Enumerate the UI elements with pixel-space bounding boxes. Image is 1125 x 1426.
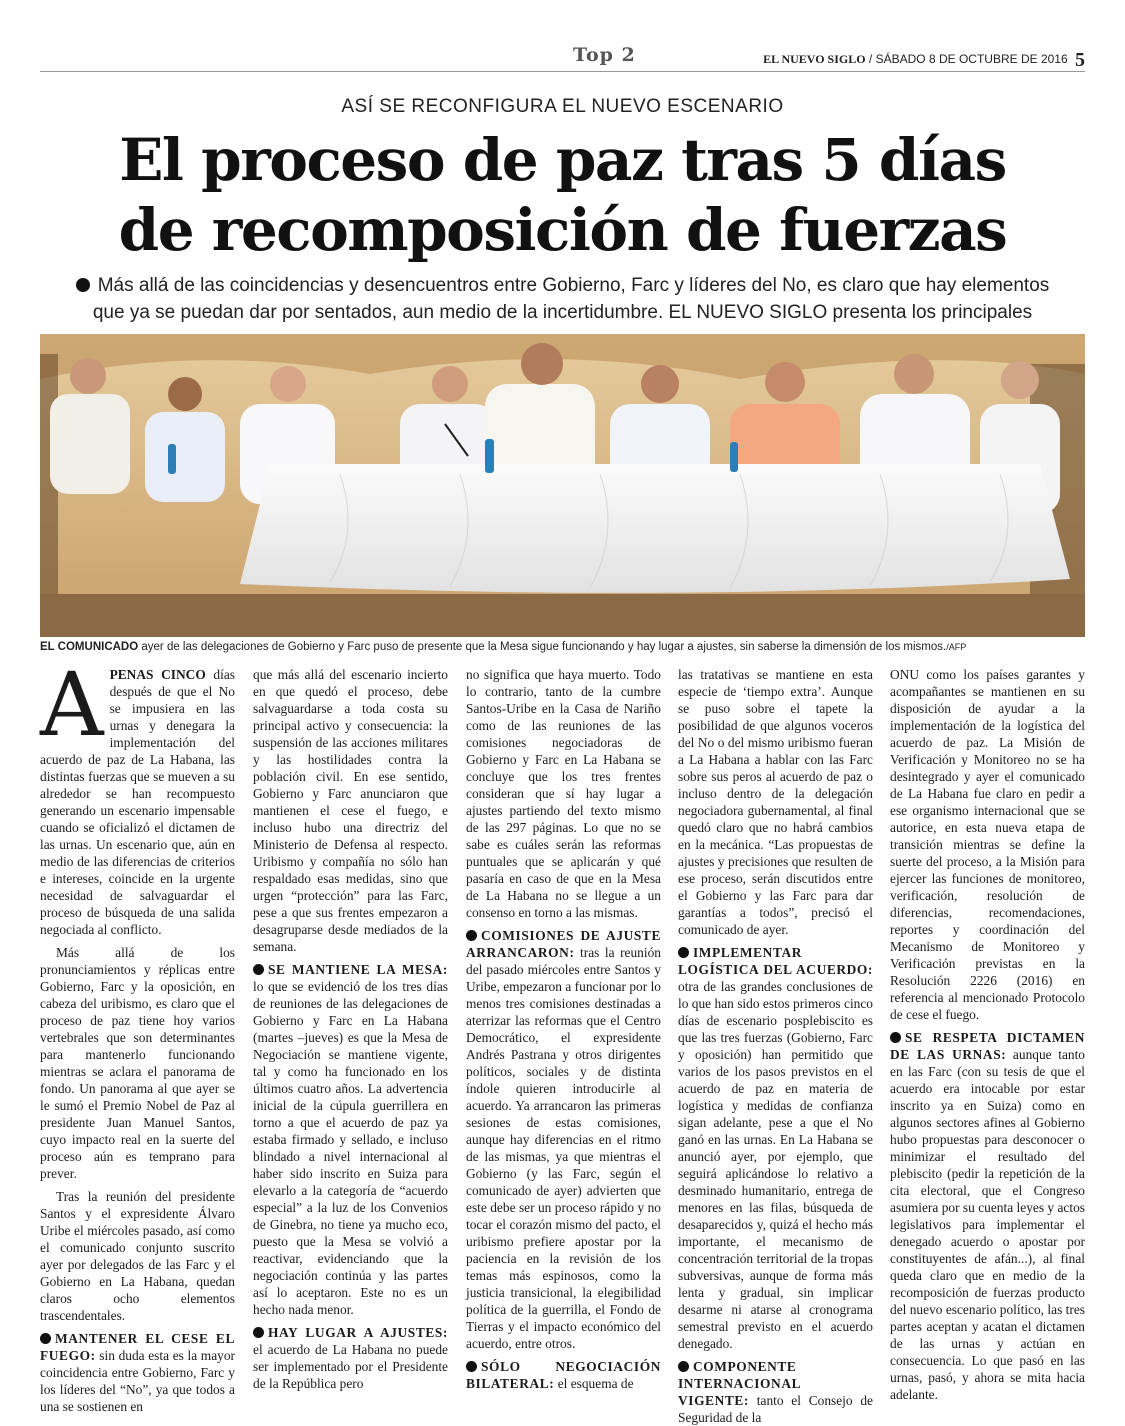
text-column-5 <box>890 666 1085 1406</box>
paragraph: Tras la reunión del presidente Santos y el expresidente Álvaro Uribe el miércoles pasado, así como el comunicado conjunto suscrito ayer por delegados de las Farc y el Gobierno en La Habana, quedan claros ocho elementos trascendentales. <box>40 1189 235 1323</box>
photo-caption <box>40 641 1085 653</box>
text-column-4 <box>678 666 873 1425</box>
issue-date: / SÁBADO 8 DE OCTUBRE DE 2016 <box>868 52 1068 66</box>
headline-line-2: de recomposición de fuerzas <box>118 196 1007 264</box>
bullet-icon <box>890 1032 901 1043</box>
subhead-paragraph: HAY LUGAR A AJUSTES: el acuerdo de La Habana no puede ser implementado por el Presidente de la República pero <box>253 1325 448 1391</box>
subhead: COMISIONES DE AJUSTE ARRANCARON: <box>466 928 661 960</box>
text-column-1 <box>40 653 235 1414</box>
subhead: IMPLEMENTAR LOGÍSTICA DEL ACUERDO: <box>678 945 873 977</box>
caption-text: ayer de las delegaciones de Gobierno y Farc puso de presente que la Mesa sigue funcionando y hay lugar a ajustes, sin saberse la dimensión de los mismos. <box>138 641 947 653</box>
kicker: ASÍ SE RECONFIGURA EL NUEVO ESCENARIO <box>341 96 784 117</box>
deck-line-2: que ya se puedan dar por sentados, aun medio de la incertidumbre. EL NUEVO SIGLO presenta los principales <box>92 302 1033 323</box>
bullet-icon <box>466 930 477 941</box>
deck <box>60 272 1065 326</box>
section-label: Top 2 <box>573 44 636 66</box>
subhead: MANTENER EL CESE EL FUEGO: <box>40 1331 235 1363</box>
paragraph: APENAS CINCO días después de que el No se impusiera en las urnas y denegara la implementación del acuerdo de paz de La Habana, las distintas fuerzas que se mueven a su alrededor se han recompuesto generando un escenario impensable cuando se oficializó el dictamen de las urnas. Un escenario que, aún en medio de las diferencias de criterios e intereses, coincide en la urgente necesidad de salvaguardar el proceso de búsqueda de una salida negociada al conflicto. <box>40 653 235 937</box>
table <box>240 464 1070 593</box>
subhead-paragraph: MANTENER EL CESE EL FUEGO: sin duda esta es la mayor coincidencia entre Gobierno, Farc y los líderes del “No”, ya que todos a una se sostienen en <box>40 1331 235 1414</box>
drop-cap: A <box>40 653 104 756</box>
subhead: SÓLO NEGOCIACIÓN BILATERAL: <box>466 1359 661 1391</box>
subhead-paragraph: COMPONENTE INTERNACIONAL VIGENTE: tanto el Consejo de Seguridad de la <box>678 1359 873 1425</box>
bullet-icon <box>253 964 264 975</box>
bullet-icon <box>678 947 689 958</box>
page-number: 5 <box>1075 49 1085 71</box>
dateline <box>763 49 1085 72</box>
subhead-paragraph: SÓLO NEGOCIACIÓN BILATERAL: el esquema de <box>466 1359 661 1391</box>
paragraph: no significa que haya muerto. Todo lo contrario, tanto de la cumbre Santos-Uribe en la Casa de Nariño como de las reuniones de las comisiones negociadoras de Gobierno y Farc en La Habana se concluye que los tres frentes consideran que sí hay lugar a ajustes partiendo del texto mismo de las 297 páginas. Lo que no se sabe es cuáles serán las reformas puntuales que se aplicarán y qué pasaría en caso de que en la Mesa de La Habana no se llegue a un consenso en torno a las mismas. <box>466 667 661 920</box>
paragraph: Más allá de los pronunciamientos y réplicas entre Gobierno, Farc y la oposición, en cabeza del uribismo, es claro que el proceso de paz tiene hoy varios vertebrales que son determinantes para mantenerlo funcionando mientras se aclara el panorama de fondo. Un panorama al que ayer se le sumó el Premio Nobel de Paz al presidente Juan Manuel Santos, cuyo impacto real en la suerte del proceso aún es temprano para prever. <box>40 945 235 1181</box>
subhead-paragraph: SE MANTIENE LA MESA: lo que se evidenció de los tres días de reuniones de las delegaciones de Gobierno y Farc en La Habana (martes –jueves) es que la Mesa de Negociación se mantiene vigente, tal y como ha funcionado en los últimos cuatro años. La advertencia inicial de la cúpula guerrillera en torno a que el acuerdo de paz ya estaba firmado y sellado, e incluso blindado a nivel internacional al haber sido inscrito en Suiza para elevarlo a la categoría de “acuerdo especial” a la luz de los Convenios de Ginebra, no tiene ya mucho eco, puesto que la Mesa se volvió a reactivar, evidenciando que la negociación continúa y las partes así lo aceptaron. Este no es un hecho nada menor. <box>253 962 448 1317</box>
press-photo <box>40 334 1085 637</box>
subhead-paragraph: IMPLEMENTAR LOGÍSTICA DEL ACUERDO: otra de las grandes conclusiones de lo que han sido estos primeros cinco días de escenario posplebiscito es que las tres fuerzas (Gobierno, Farc y oposición) han permitido que varios de los pasos previstos en el acuerdo de paz en materia de logística y medidas de confianza sigan adelante, pese a que el No ganó en las urnas. En La Habana se anunció ayer, por ejemplo, que seguirá aplicándose lo relativo a desminado humanitario, entrega de menores en las filas, búsqueda de desaparecidos y, quizá el hecho más importante, el mecanismo de concentración territorial de la tropas subversivas, aunque de forma más lenta y gradual, sin implicar desarme ni atarse al cronograma semestral previsto en el acuerdo denegado. <box>678 945 873 1351</box>
caption-lead: EL COMUNICADO <box>40 641 139 653</box>
subhead: HAY LUGAR A AJUSTES: <box>268 1325 448 1340</box>
page-header <box>40 44 1085 74</box>
bullet-icon <box>253 1327 264 1338</box>
bullet-icon <box>40 1333 51 1344</box>
subhead-paragraph: SE RESPETA DICTAMEN DE LAS URNAS: aunque tanto en las Farc (con su tesis de que el acuerdo era intocable por estar inscrito ya en Suiza) como en algunos sectores afines al Gobierno hubo propuestas para desconocer o minimizar el resultado del plebiscito (pedir la repetición de la cita electoral, que el Congreso asumiera por su cuenta leyes y actos legislativos para implementar el denegado acuerdo o apostar por constituyentes de afán...), al final queda claro que en medio de la recomposición de fuerzas producto del nuevo escenario político, las tres partes aceptan y acatan el dictamen de las urnas y actúan en consecuencia. Lo que pasó en las urnas, pasó, y ahora se mita hacia adelante. <box>890 1030 1085 1402</box>
photo-credit: /AFP <box>946 642 967 652</box>
deck-line-1: Más allá de las coincidencias y desencuentros entre Gobierno, Farc y líderes del No, es claro que hay elementos <box>97 275 1050 296</box>
text-column-3 <box>466 666 661 1406</box>
press-conference-photo <box>40 334 1085 637</box>
lead-in: PENAS CINCO <box>109 667 206 682</box>
headline-line-1: El proceso de paz tras 5 días <box>119 126 1006 194</box>
paragraph: ONU como los países garantes y acompañantes se mantienen en su disposición de ayudar a la implementación de la logística del acuerdo de paz. La Misión de Verificación y Monitoreo no se ha desintegrado y ayer el comunicado de La Habana fue claro en pedir a ese organismo internacional que se autorice, en esta nueva etapa de transición mientras se define la suerte del proceso, a la Misión para ejercer las funciones de monitoreo, verificación, resolución de diferencias, recomendaciones, reportes y coordinación del Mecanismo de Monitoreo y Verificación previstas en la Resolución 2226 (2016) en referencia al mencionado Protocolo de cese el fuego. <box>890 667 1085 1022</box>
subhead: SE MANTIENE LA MESA: <box>268 962 448 977</box>
subhead-paragraph: COMISIONES DE AJUSTE ARRANCARON: tras la reunión del pasado miércoles entre Santos y Uribe, empezaron a funcionar por lo menos tres comisiones destinadas a aterrizar las reformas que el Centro Democrático, el expresidente Andrés Pastrana y otros dirigentes políticos, sociales y de distinta índole quieren introducirle al acuerdo. Ya arrancaron las primeras sesiones de estas comisiones, aunque hay diferencias en el ritmo de las mismas, ya que mientras el Gobierno (y las Farc, según el comunicado de ayer) advierten que este debe ser un proceso rápido y no tocar el corazón mismo del pacto, el uribismo prefiere apostar por la paciencia en la revisión de los temas más espinosos, como la justicia transicional, la elegibilidad política de la guerrilla, el Fondo de Tierras y el impacto económico del acuerdo, entre otros. <box>466 928 661 1351</box>
bullet-icon <box>678 1361 689 1372</box>
headline <box>0 125 1125 265</box>
subhead: COMPONENTE INTERNACIONAL VIGENTE: <box>678 1359 802 1408</box>
paragraph: que más allá del escenario incierto en que quedó el proceso, debe salvaguardarse a toda costa su principal activo y consecuencia: la suspensión de las acciones militares y las hostilidades contra la población civil. En ese sentido, Gobierno y Farc anunciaron que mantienen el cese el fuego, e incluso hubo una directriz del Ministerio de Defensa al respecto. Uribismo y compañía no sólo han respaldado esas medidas, sino que urgen “protección” para las Farc, pese a que sus frentes empezaron a desagruparse desde mediados de la semana. <box>253 667 448 954</box>
bullet-icon <box>466 1361 477 1372</box>
text-column-2 <box>253 666 448 1406</box>
paragraph: las tratativas se mantiene en esta especie de ‘tiempo extra’. Aunque se puso sobre el tapete la posibilidad de que algunos voceros del No o del mismo uribismo fueran a La Habana a hablar con las Farc sobre sus peros al acuerdo de paz o incluso dentro de la delegación negociadora gubernamental, al final quedó claro que no habrá cambios en la mecánica. “Las propuestas de ajustes y precisiones que resulten de ese proceso, serán discutidos entre el Gobierno y las Farc para dar garantías a todos”, precisó el comunicado de ayer. <box>678 667 873 937</box>
bullet-icon <box>76 278 90 292</box>
header-rule <box>40 71 1085 72</box>
subhead: SE RESPETA DICTAMEN DE LAS URNAS: <box>890 1030 1085 1062</box>
publication-name: EL NUEVO SIGLO <box>763 52 866 66</box>
